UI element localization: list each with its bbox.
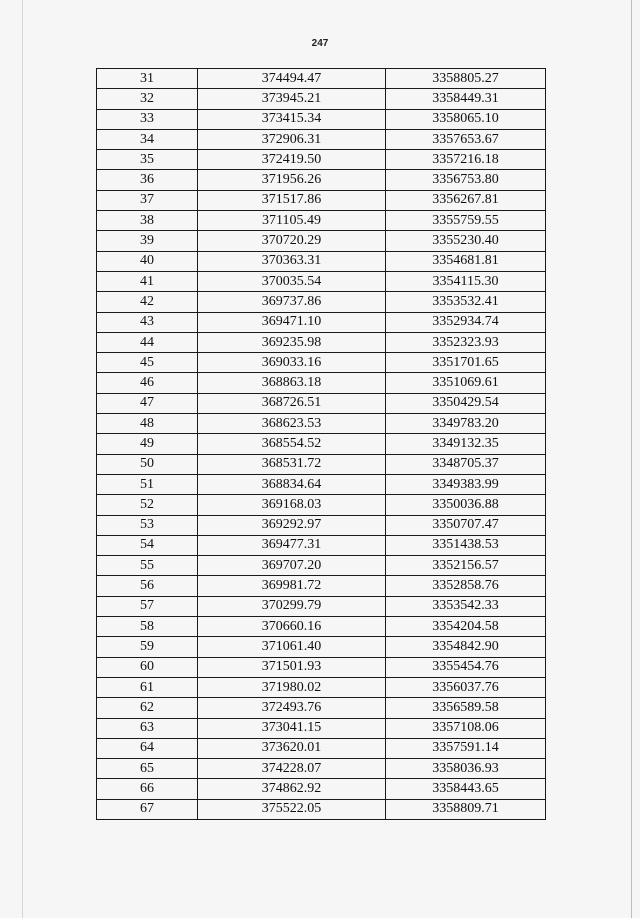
- table-row: [97, 414, 546, 434]
- table-row: [97, 556, 546, 576]
- y-coordinate-cell: 3349383.99: [386, 474, 546, 494]
- y-coordinate-cell: 3356589.58: [386, 698, 546, 718]
- x-coordinate-cell: 371956.26: [198, 170, 386, 190]
- y-coordinate-cell: 3357216.18: [386, 150, 546, 170]
- point-number-cell: 33: [97, 109, 198, 129]
- y-coordinate-cell: 3358805.27: [386, 69, 546, 89]
- point-number-cell: 56: [97, 576, 198, 596]
- table-row: [97, 759, 546, 779]
- point-number-cell: 40: [97, 251, 198, 271]
- table-row: [97, 190, 546, 210]
- y-coordinate-cell: 3357108.06: [386, 718, 546, 738]
- x-coordinate-cell: 370660.16: [198, 617, 386, 637]
- table-row: [97, 474, 546, 494]
- y-coordinate-cell: 3357591.14: [386, 738, 546, 758]
- y-coordinate-cell: 3358809.71: [386, 799, 546, 819]
- point-number-cell: 66: [97, 779, 198, 799]
- y-coordinate-cell: 3350036.88: [386, 495, 546, 515]
- y-coordinate-cell: 3355230.40: [386, 231, 546, 251]
- x-coordinate-cell: 374494.47: [198, 69, 386, 89]
- scan-edge-left: [22, 0, 23, 918]
- y-coordinate-cell: 3354204.58: [386, 617, 546, 637]
- point-number-cell: 36: [97, 170, 198, 190]
- x-coordinate-cell: 374862.92: [198, 779, 386, 799]
- table-row: [97, 150, 546, 170]
- point-number-cell: 64: [97, 738, 198, 758]
- table-row: [97, 495, 546, 515]
- point-number-cell: 47: [97, 393, 198, 413]
- y-coordinate-cell: 3353532.41: [386, 292, 546, 312]
- y-coordinate-cell: 3351069.61: [386, 373, 546, 393]
- y-coordinate-cell: 3358036.93: [386, 759, 546, 779]
- table-row: [97, 454, 546, 474]
- y-coordinate-cell: 3358449.31: [386, 89, 546, 109]
- y-coordinate-cell: 3351438.53: [386, 535, 546, 555]
- x-coordinate-cell: 368834.64: [198, 474, 386, 494]
- coordinate-table-body: [97, 69, 546, 820]
- x-coordinate-cell: 369477.31: [198, 535, 386, 555]
- point-number-cell: 58: [97, 617, 198, 637]
- point-number-cell: 57: [97, 596, 198, 616]
- y-coordinate-cell: 3354681.81: [386, 251, 546, 271]
- table-row: [97, 251, 546, 271]
- x-coordinate-cell: 373041.15: [198, 718, 386, 738]
- x-coordinate-cell: 369981.72: [198, 576, 386, 596]
- table-row: [97, 596, 546, 616]
- point-number-cell: 67: [97, 799, 198, 819]
- y-coordinate-cell: 3349783.20: [386, 414, 546, 434]
- table-row: [97, 69, 546, 89]
- y-coordinate-cell: 3357653.67: [386, 129, 546, 149]
- y-coordinate-cell: 3352323.93: [386, 332, 546, 352]
- table-row: [97, 271, 546, 291]
- table-row: [97, 312, 546, 332]
- point-number-cell: 53: [97, 515, 198, 535]
- table-row: [97, 799, 546, 819]
- y-coordinate-cell: 3356037.76: [386, 677, 546, 697]
- x-coordinate-cell: 369707.20: [198, 556, 386, 576]
- scan-edge-right: [631, 0, 632, 918]
- table-row: [97, 231, 546, 251]
- point-number-cell: 37: [97, 190, 198, 210]
- x-coordinate-cell: 369033.16: [198, 353, 386, 373]
- table-row: [97, 434, 546, 454]
- table-row: [97, 617, 546, 637]
- x-coordinate-cell: 372906.31: [198, 129, 386, 149]
- table-row: [97, 292, 546, 312]
- table-row: [97, 332, 546, 352]
- x-coordinate-cell: 368863.18: [198, 373, 386, 393]
- x-coordinate-cell: 369235.98: [198, 332, 386, 352]
- y-coordinate-cell: 3350429.54: [386, 393, 546, 413]
- table-row: [97, 535, 546, 555]
- table-row: [97, 738, 546, 758]
- point-number-cell: 62: [97, 698, 198, 718]
- table-row: [97, 515, 546, 535]
- x-coordinate-cell: 370720.29: [198, 231, 386, 251]
- table-row: [97, 677, 546, 697]
- point-number-cell: 41: [97, 271, 198, 291]
- x-coordinate-cell: 374228.07: [198, 759, 386, 779]
- x-coordinate-cell: 368726.51: [198, 393, 386, 413]
- x-coordinate-cell: 371061.40: [198, 637, 386, 657]
- point-number-cell: 45: [97, 353, 198, 373]
- x-coordinate-cell: 368554.52: [198, 434, 386, 454]
- x-coordinate-cell: 369737.86: [198, 292, 386, 312]
- y-coordinate-cell: 3353542.33: [386, 596, 546, 616]
- point-number-cell: 43: [97, 312, 198, 332]
- table-row: [97, 353, 546, 373]
- table-row: [97, 211, 546, 231]
- point-number-cell: 50: [97, 454, 198, 474]
- point-number-cell: 54: [97, 535, 198, 555]
- y-coordinate-cell: 3355454.76: [386, 657, 546, 677]
- y-coordinate-cell: 3350707.47: [386, 515, 546, 535]
- x-coordinate-cell: 373945.21: [198, 89, 386, 109]
- table-row: [97, 637, 546, 657]
- point-number-cell: 42: [97, 292, 198, 312]
- y-coordinate-cell: 3354115.30: [386, 271, 546, 291]
- x-coordinate-cell: 373415.34: [198, 109, 386, 129]
- y-coordinate-cell: 3354842.90: [386, 637, 546, 657]
- point-number-cell: 32: [97, 89, 198, 109]
- point-number-cell: 44: [97, 332, 198, 352]
- y-coordinate-cell: 3348705.37: [386, 454, 546, 474]
- table-row: [97, 373, 546, 393]
- x-coordinate-cell: 371501.93: [198, 657, 386, 677]
- x-coordinate-cell: 373620.01: [198, 738, 386, 758]
- y-coordinate-cell: 3355759.55: [386, 211, 546, 231]
- table-row: [97, 718, 546, 738]
- point-number-cell: 48: [97, 414, 198, 434]
- point-number-cell: 38: [97, 211, 198, 231]
- point-number-cell: 59: [97, 637, 198, 657]
- point-number-cell: 31: [97, 69, 198, 89]
- x-coordinate-cell: 369168.03: [198, 495, 386, 515]
- table-row: [97, 129, 546, 149]
- page-number: 247: [311, 38, 329, 49]
- y-coordinate-cell: 3356753.80: [386, 170, 546, 190]
- x-coordinate-cell: 370363.31: [198, 251, 386, 271]
- point-number-cell: 39: [97, 231, 198, 251]
- table-row: [97, 576, 546, 596]
- x-coordinate-cell: 369292.97: [198, 515, 386, 535]
- y-coordinate-cell: 3351701.65: [386, 353, 546, 373]
- point-number-cell: 46: [97, 373, 198, 393]
- point-number-cell: 65: [97, 759, 198, 779]
- x-coordinate-cell: 370035.54: [198, 271, 386, 291]
- coordinate-table: [96, 68, 546, 820]
- x-coordinate-cell: 371980.02: [198, 677, 386, 697]
- point-number-cell: 52: [97, 495, 198, 515]
- point-number-cell: 51: [97, 474, 198, 494]
- y-coordinate-cell: 3352858.76: [386, 576, 546, 596]
- x-coordinate-cell: 368623.53: [198, 414, 386, 434]
- table-row: [97, 393, 546, 413]
- table-row: [97, 657, 546, 677]
- x-coordinate-cell: 369471.10: [198, 312, 386, 332]
- x-coordinate-cell: 371517.86: [198, 190, 386, 210]
- y-coordinate-cell: 3352934.74: [386, 312, 546, 332]
- point-number-cell: 34: [97, 129, 198, 149]
- point-number-cell: 63: [97, 718, 198, 738]
- x-coordinate-cell: 371105.49: [198, 211, 386, 231]
- x-coordinate-cell: 375522.05: [198, 799, 386, 819]
- x-coordinate-cell: 368531.72: [198, 454, 386, 474]
- x-coordinate-cell: 370299.79: [198, 596, 386, 616]
- point-number-cell: 49: [97, 434, 198, 454]
- y-coordinate-cell: 3358065.10: [386, 109, 546, 129]
- x-coordinate-cell: 372493.76: [198, 698, 386, 718]
- point-number-cell: 55: [97, 556, 198, 576]
- table-row: [97, 170, 546, 190]
- y-coordinate-cell: 3352156.57: [386, 556, 546, 576]
- table-row: [97, 109, 546, 129]
- x-coordinate-cell: 372419.50: [198, 150, 386, 170]
- y-coordinate-cell: 3349132.35: [386, 434, 546, 454]
- y-coordinate-cell: 3356267.81: [386, 190, 546, 210]
- point-number-cell: 60: [97, 657, 198, 677]
- table-row: [97, 779, 546, 799]
- point-number-cell: 35: [97, 150, 198, 170]
- y-coordinate-cell: 3358443.65: [386, 779, 546, 799]
- point-number-cell: 61: [97, 677, 198, 697]
- table-row: [97, 89, 546, 109]
- table-row: [97, 698, 546, 718]
